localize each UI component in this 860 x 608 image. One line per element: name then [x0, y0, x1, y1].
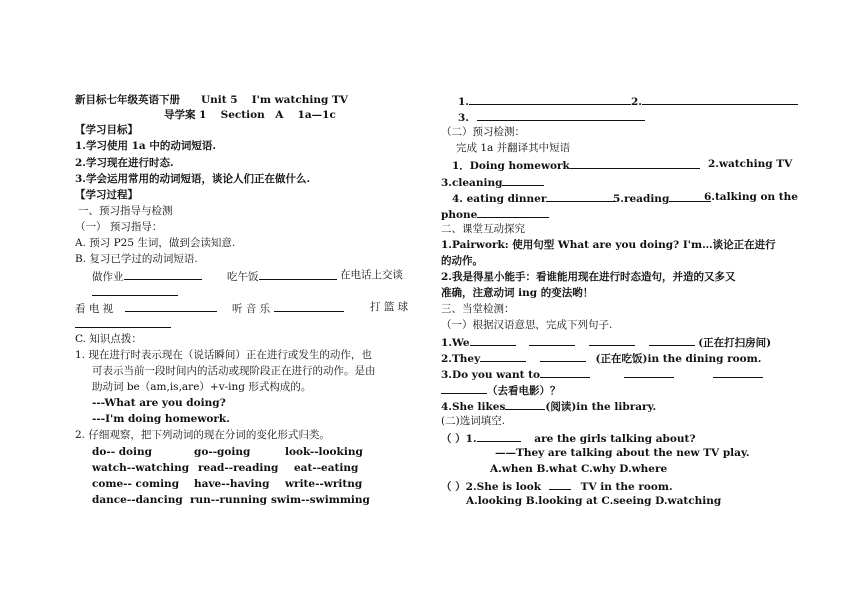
choice-question-1-options: A.when B.what C.why D.where	[490, 463, 668, 475]
example-answer: ---I'm doing homework.	[92, 413, 230, 425]
phrase-answer-5: 5.reading	[613, 190, 711, 206]
answer-line-3: 3.	[458, 109, 645, 125]
class-heading: 二、课堂互动探究	[441, 223, 525, 235]
verb-pair: look--looking	[285, 446, 363, 458]
sentence-3-end: （去看电影）？	[441, 382, 561, 398]
test-part-1: （一）根据汉语意思，完成下列句子.	[441, 319, 613, 331]
preview-task: 完成 1a 并翻译其中短语	[456, 142, 571, 154]
verb-pair: run--running	[190, 494, 267, 506]
choice-question-2: （ ）2.She is look TV in the room.	[441, 478, 673, 494]
game-line-1: 2.我是得星小能手：看谁能用现在进行时态造句，并造的又多又	[441, 271, 736, 283]
phrase-answer-6-end: phone	[441, 206, 549, 222]
verb-pair: have--having	[194, 478, 270, 490]
verb-pair: read--reading	[198, 462, 279, 474]
pairwork-line-2: 的动作。	[441, 255, 483, 267]
sentence-2: 2.They (正在吃饭)in the dining room.	[441, 350, 761, 366]
choice-question-2-options: A.looking B.looking at C.seeing D.watching	[466, 495, 722, 507]
verb-pair: write--writng	[285, 478, 363, 490]
phrase-answer-6: 6.talking on the	[704, 191, 798, 203]
goal-2: 2.学习现在进行时态.	[75, 157, 174, 169]
verb-pair: do-- doing	[92, 446, 153, 458]
verb-pair: eat--eating	[294, 462, 359, 474]
answer-line-1: 1. 2.	[458, 93, 798, 109]
phrase-lunch: 吃午饭	[227, 268, 337, 284]
verb-pair: swim--swimming	[271, 494, 370, 506]
process-header: 【学习过程】	[75, 189, 138, 201]
choice-question-1-context: ——They are talking about the new TV play.	[495, 447, 750, 459]
section-1-heading: 一、预习指导与检测	[78, 205, 173, 217]
doc-title: 新目标七年级英语下册 Unit 5 I'm watching TV	[75, 94, 348, 106]
phrase-phone: 在电话上交谈	[340, 269, 403, 281]
goal-3: 3.学会运用常用的动词短语，谈论人们正在做什么.	[75, 173, 311, 185]
verb-pair: dance--dancing	[92, 494, 183, 506]
point-1-line-3: 助动词 be（am,is,are）+v-ing 形式构成的。	[92, 381, 312, 393]
item-a: A. 预习 P25 生词，做到会读知意.	[75, 237, 236, 249]
goals-header: 【学习目标】	[75, 124, 138, 136]
phrase-answer-4: 4. eating dinner	[452, 190, 616, 206]
choice-question-1: （ ）1. are the girls talking about?	[441, 430, 696, 446]
test-heading: 三、当堂检测：	[441, 303, 515, 315]
doc-subtitle: 导学案 1 Section A 1a—1c	[164, 109, 336, 121]
verb-pair: go--going	[194, 446, 251, 458]
verb-pair: come-- coming	[92, 478, 180, 490]
example-question: ---What are you doing?	[92, 397, 226, 409]
sentence-3: 3.Do you want to	[441, 366, 763, 382]
point-2: 2. 仔细观察，把下列动词的现在分词的变化形式归类。	[75, 429, 330, 441]
subsection-1-heading: （一） 预习指导：	[75, 221, 163, 233]
phrase-homework: 做作业	[92, 268, 202, 284]
phrase-basketball: 打 篮 球	[370, 301, 409, 313]
sentence-1: 1.We (正在打扫房间)	[441, 334, 771, 350]
phrase-answer-3: 3.cleaning	[441, 174, 544, 190]
verb-pair: watch--watching	[92, 462, 190, 474]
phrase-music: 听 音 乐	[232, 300, 344, 316]
phrase-answer-2: 2.watching TV	[708, 158, 793, 170]
phrase-answer-1: 1．Doing homework	[452, 157, 700, 173]
game-line-2: 准确，注意动词 ing 的变法哟！	[441, 287, 594, 299]
goal-1: 1.学习使用 1a 中的动词短语.	[75, 140, 217, 152]
test-part-2: (二)选词填空.	[441, 415, 506, 427]
item-b: B. 复习已学过的动词短语.	[75, 253, 198, 265]
blank-line	[75, 316, 171, 332]
item-c: C. 知识点拨：	[75, 333, 142, 345]
blank-line	[92, 284, 178, 300]
preview-check-heading: （二）预习检测：	[441, 126, 525, 138]
phrase-tv: 看 电 视	[75, 300, 217, 316]
pairwork-line-1: 1.Pairwork: 使用句型 What are you doing? I'm…谈论正在进行	[441, 239, 776, 251]
sentence-4: 4.She likes (阅读)in the library.	[441, 398, 656, 414]
point-1-line-1: 1. 现在进行时表示现在（说话瞬间）正在进行或发生的动作，也	[75, 349, 372, 361]
point-1-line-2: 可表示当前一段时间内的活动或现阶段正在进行的动作。是由	[92, 365, 376, 377]
